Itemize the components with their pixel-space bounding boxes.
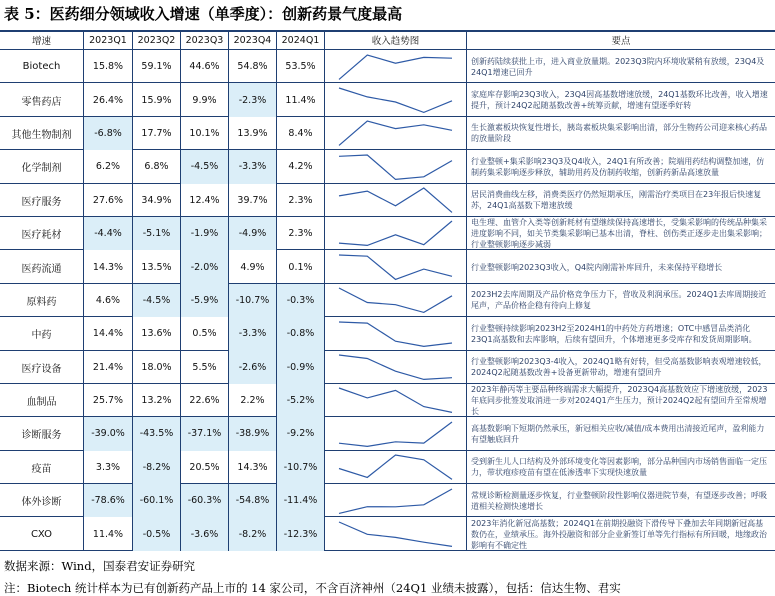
note-text: 常规诊断检测量逐步恢复，行业整顿阶段性影响仪器进院节奏，有望逐步改善；呼吸道相关检测快速增长 bbox=[471, 490, 767, 511]
note-cell bbox=[467, 484, 775, 517]
sector-label: 血制品 bbox=[0, 384, 84, 417]
growth-value: -37.1% bbox=[181, 417, 229, 450]
header-notes: 要点 bbox=[611, 36, 631, 47]
note-text: 行业整顿影响2023Q3-4收入，2024Q1略有好转，但受高基数影响表观增速较低，2024Q2起随基数改善+设备更新带动，增速有望回升 bbox=[471, 357, 767, 378]
growth-value: -12.3% bbox=[277, 517, 325, 550]
trend-sparkline bbox=[325, 418, 466, 450]
source-line: 数据来源：Wind，国泰君安证券研究 bbox=[4, 559, 196, 573]
note-cell bbox=[467, 83, 775, 116]
growth-value: -5.2% bbox=[277, 384, 325, 417]
trend-sparkline-cell bbox=[325, 50, 467, 83]
trend-sparkline bbox=[325, 318, 466, 350]
trend-line bbox=[339, 255, 452, 279]
growth-value: -3.6% bbox=[181, 517, 229, 550]
sector-label: CXO bbox=[0, 517, 84, 550]
trend-sparkline bbox=[325, 384, 466, 416]
note-cell bbox=[467, 417, 775, 450]
table-row bbox=[0, 250, 775, 283]
growth-value: -3.3% bbox=[229, 150, 277, 183]
trend-sparkline-cell bbox=[325, 217, 467, 250]
growth-value: 0.1% bbox=[277, 250, 325, 283]
growth-value: 15.8% bbox=[84, 50, 133, 83]
growth-value: 8.4% bbox=[277, 117, 325, 150]
growth-value: -54.8% bbox=[229, 484, 277, 517]
growth-value: 4.9% bbox=[229, 250, 277, 283]
trend-line bbox=[339, 188, 452, 212]
table-row bbox=[0, 83, 775, 116]
table-row bbox=[0, 184, 775, 217]
growth-value: 3.3% bbox=[84, 451, 133, 484]
growth-value: 4.2% bbox=[277, 150, 325, 183]
sector-label: 零售药店 bbox=[0, 83, 84, 116]
sector-label: 疫苗 bbox=[0, 451, 84, 484]
note-cell bbox=[467, 150, 775, 183]
trend-line bbox=[339, 221, 452, 245]
growth-value: 11.4% bbox=[277, 83, 325, 116]
growth-value: 6.8% bbox=[133, 150, 181, 183]
growth-value: 13.9% bbox=[229, 117, 277, 150]
table-row bbox=[0, 50, 775, 83]
sector-label: 医疗服务 bbox=[0, 184, 84, 217]
growth-value: 17.7% bbox=[133, 117, 181, 150]
growth-value: -11.4% bbox=[277, 484, 325, 517]
trend-sparkline-cell bbox=[325, 351, 467, 384]
note-text: 2023年静丙等主要品种终端需求大幅提升，2023Q4高基数效应下增速放缓，2023年底同步批签发取消进一步对2024Q1产生压力，预计2024Q2起有望回升至常规增长 bbox=[471, 385, 768, 417]
growth-value: 14.3% bbox=[229, 451, 277, 484]
note-text: 创新药陆续获批上市，进入商业放量期。2023Q3院内环境收紧稍有放缓，23Q4及24Q1增速已回升 bbox=[471, 56, 765, 77]
growth-value: 14.3% bbox=[84, 250, 133, 283]
growth-value: -10.7% bbox=[277, 451, 325, 484]
footnote-line: 注：Biotech 统计样本为已有创新药产品上市的 14 家公司，不含百济神州（24Q1 业绩未披露），包括：信达生物、君实 bbox=[4, 581, 621, 595]
header-quarter: 2024Q1 bbox=[277, 30, 325, 50]
trend-sparkline-cell bbox=[325, 384, 467, 417]
sector-label: 中药 bbox=[0, 317, 84, 350]
trend-line bbox=[339, 489, 452, 513]
trend-sparkline bbox=[325, 51, 466, 83]
trend-sparkline bbox=[325, 151, 466, 183]
trend-line bbox=[339, 55, 452, 79]
trend-sparkline-cell bbox=[325, 250, 467, 283]
note-cell bbox=[467, 517, 775, 550]
growth-value: -3.3% bbox=[229, 317, 277, 350]
growth-value: 10.1% bbox=[181, 117, 229, 150]
growth-value: 2.3% bbox=[277, 184, 325, 217]
growth-value: 9.9% bbox=[181, 83, 229, 116]
table-row bbox=[0, 351, 775, 384]
growth-value: 22.6% bbox=[181, 384, 229, 417]
growth-value: 21.4% bbox=[84, 351, 133, 384]
trend-sparkline-cell bbox=[325, 150, 467, 183]
sector-label: 医疗耗材 bbox=[0, 217, 84, 250]
growth-value: 53.5% bbox=[277, 50, 325, 83]
header-quarter: 2023Q2 bbox=[133, 30, 181, 50]
table-row bbox=[0, 284, 775, 317]
trend-sparkline bbox=[325, 184, 466, 216]
table-row bbox=[0, 484, 775, 517]
growth-value: 14.4% bbox=[84, 317, 133, 350]
trend-sparkline bbox=[325, 485, 466, 517]
trend-line bbox=[339, 288, 452, 312]
growth-value: 20.5% bbox=[181, 451, 229, 484]
sector-label: 医药流通 bbox=[0, 250, 84, 283]
header-quarter: 2023Q3 bbox=[181, 30, 229, 50]
header-row bbox=[0, 30, 775, 50]
trend-sparkline bbox=[325, 284, 466, 316]
trend-sparkline-cell bbox=[325, 517, 467, 550]
growth-value: -60.1% bbox=[133, 484, 181, 517]
header-quarter: 2023Q4 bbox=[229, 30, 277, 50]
growth-value: 12.4% bbox=[181, 184, 229, 217]
table-row bbox=[0, 517, 775, 550]
table-row bbox=[0, 451, 775, 484]
note-text: 行业整顿影响2023Q3收入，Q4院内刚需补库回升，未来保持平稳增长 bbox=[471, 262, 723, 272]
growth-value: -2.0% bbox=[181, 250, 229, 283]
note-text: 高基数影响下短期仍然承压，新冠相关应收/减值/成本费用出清接近尾声，盈利能力有望触底回升 bbox=[471, 423, 765, 444]
growth-value: 54.8% bbox=[229, 50, 277, 83]
trend-sparkline bbox=[325, 217, 466, 249]
growth-value: 59.1% bbox=[133, 50, 181, 83]
growth-value: -2.3% bbox=[229, 83, 277, 116]
note-cell bbox=[467, 217, 775, 250]
note-text: 行业整顿+集采影响23Q3及Q4收入，24Q1有所改善；院端用药结构调整加速，仿制药集采影响逐步释放，辅助用药及仿制药收缩，创新药新品高速放量 bbox=[471, 156, 765, 177]
growth-value: -0.5% bbox=[133, 517, 181, 550]
trend-sparkline-cell bbox=[325, 451, 467, 484]
growth-value: -2.6% bbox=[229, 351, 277, 384]
growth-value: -4.5% bbox=[181, 150, 229, 183]
sector-label: 医疗设备 bbox=[0, 351, 84, 384]
trend-sparkline-cell bbox=[325, 117, 467, 150]
note-cell bbox=[467, 184, 775, 217]
trend-line bbox=[339, 121, 452, 145]
sector-label: 体外诊断 bbox=[0, 484, 84, 517]
growth-table bbox=[0, 30, 775, 552]
growth-value: -4.9% bbox=[229, 217, 277, 250]
growth-value: 11.4% bbox=[84, 517, 133, 550]
growth-value: -39.0% bbox=[84, 417, 133, 450]
trend-sparkline bbox=[325, 351, 466, 383]
note-text: 生长激素板块恢复性增长，胰岛素板块集采影响出清，部分生物药公司迎来核心药品的放量阶段 bbox=[471, 123, 767, 144]
note-cell bbox=[467, 284, 775, 317]
note-text: 居民消费曲线左移，消费类医疗仍然短期承压，刚需治疗类项目在23年报后快速复苏，24Q1高基数下增速放缓 bbox=[471, 190, 762, 211]
note-cell bbox=[467, 317, 775, 350]
growth-value: -4.5% bbox=[133, 284, 181, 317]
growth-value: -0.3% bbox=[277, 284, 325, 317]
header-sector: 增速 bbox=[0, 30, 84, 50]
trend-line bbox=[339, 422, 452, 446]
growth-value: -6.8% bbox=[84, 117, 133, 150]
growth-value: 44.6% bbox=[181, 50, 229, 83]
trend-sparkline bbox=[325, 84, 466, 116]
growth-value: 15.9% bbox=[133, 83, 181, 116]
trend-sparkline bbox=[325, 251, 466, 283]
trend-sparkline-cell bbox=[325, 417, 467, 450]
note-cell bbox=[467, 351, 775, 384]
note-text: 电生理、血管介入类等创新耗材有望继续保持高速增长，受集采影响的传统品种集采进度影响不同，如关节类集采影响已基本出清，脊柱、创伤类正逐步走出集采影响；行业整顿影响逐步减弱 bbox=[471, 218, 767, 250]
growth-value: -5.1% bbox=[133, 217, 181, 250]
growth-value: -4.4% bbox=[84, 217, 133, 250]
growth-value: -0.9% bbox=[277, 351, 325, 384]
growth-value: 4.6% bbox=[84, 284, 133, 317]
table-body bbox=[0, 30, 775, 551]
growth-value: -38.9% bbox=[229, 417, 277, 450]
table-row bbox=[0, 217, 775, 250]
sector-label: 其他生物制剂 bbox=[0, 117, 84, 150]
trend-sparkline bbox=[325, 518, 466, 550]
note-cell bbox=[467, 250, 775, 283]
trend-line bbox=[339, 355, 452, 379]
trend-sparkline-cell bbox=[325, 317, 467, 350]
growth-value: 26.4% bbox=[84, 83, 133, 116]
trend-line bbox=[339, 322, 452, 346]
note-cell bbox=[467, 50, 775, 83]
header-quarter: 2023Q1 bbox=[84, 30, 133, 50]
trend-sparkline-cell bbox=[325, 484, 467, 517]
trend-sparkline-cell bbox=[325, 184, 467, 217]
growth-value: 13.6% bbox=[133, 317, 181, 350]
growth-value: 2.2% bbox=[229, 384, 277, 417]
table-row bbox=[0, 317, 775, 350]
note-text: 2023H2去库周期及产品价格竞争压力下，营收及利润承压。2024Q1去库周期接近尾声，产品价格企稳有待向上修复 bbox=[471, 290, 767, 311]
table-row bbox=[0, 417, 775, 450]
growth-value: -60.3% bbox=[181, 484, 229, 517]
growth-value: 34.9% bbox=[133, 184, 181, 217]
sector-label: 化学制剂 bbox=[0, 150, 84, 183]
growth-value: 25.7% bbox=[84, 384, 133, 417]
note-cell bbox=[467, 451, 775, 484]
growth-value: -9.2% bbox=[277, 417, 325, 450]
growth-value: 13.2% bbox=[133, 384, 181, 417]
note-text: 行业整顿持续影响2023H2至2024H1的中药处方药增速；OTC中感冒品类消化23Q1高基数和去库影响，后续有望回升，个体增速更多受库存和发货周期影响。 bbox=[471, 323, 757, 344]
page-title: 表 5：医药细分领域收入增速（单季度）：创新药景气度最高 bbox=[4, 5, 403, 23]
trend-sparkline bbox=[325, 117, 466, 149]
growth-value: -8.2% bbox=[229, 517, 277, 550]
note-text: 家庭库存影响23Q3收入，23Q4因高基数增速放缓，24Q1基数环比改善，收入增速提升，预计24Q2起随基数改善+统筹贡献，增速有望逐季好转 bbox=[471, 90, 768, 111]
trend-line bbox=[339, 455, 452, 479]
growth-value: 39.7% bbox=[229, 184, 277, 217]
growth-value: 27.6% bbox=[84, 184, 133, 217]
header-trend: 收入趋势图 bbox=[325, 30, 467, 50]
growth-value: 13.5% bbox=[133, 250, 181, 283]
growth-value: -43.5% bbox=[133, 417, 181, 450]
trend-sparkline-cell bbox=[325, 83, 467, 116]
table-row bbox=[0, 150, 775, 183]
note-text: 受到新生儿人口结构及外部环境变化等因素影响，部分品种国内市场销售面临一定压力，带状疱疹疫苗有望在低渗透率下实现快速放量 bbox=[471, 457, 767, 478]
note-cell bbox=[467, 117, 775, 150]
trend-sparkline-cell bbox=[325, 284, 467, 317]
sector-label: 原料药 bbox=[0, 284, 84, 317]
growth-value: 6.2% bbox=[84, 150, 133, 183]
growth-value: -0.8% bbox=[277, 317, 325, 350]
note-text: 2023年消化新冠高基数；2024Q1在前期投融资下滑传导下叠加去年同期新冠高基数仍在，业绩承压。海外投融资和部分企业新签订单等先行指标有所回暖，地缘政治影响有不确定性 bbox=[471, 518, 767, 550]
table-row bbox=[0, 384, 775, 417]
trend-line bbox=[339, 88, 452, 112]
growth-value: 18.0% bbox=[133, 351, 181, 384]
growth-value: 0.5% bbox=[181, 317, 229, 350]
growth-value: -8.2% bbox=[133, 451, 181, 484]
growth-value: -78.6% bbox=[84, 484, 133, 517]
sector-label: 诊断服务 bbox=[0, 417, 84, 450]
trend-line bbox=[339, 522, 452, 546]
growth-value: 5.5% bbox=[181, 351, 229, 384]
table-row bbox=[0, 117, 775, 150]
growth-value: -1.9% bbox=[181, 217, 229, 250]
trend-sparkline bbox=[325, 451, 466, 483]
trend-line bbox=[339, 155, 452, 179]
trend-line bbox=[339, 388, 452, 412]
note-cell bbox=[467, 384, 775, 417]
sector-label: Biotech bbox=[0, 50, 84, 83]
growth-value: 2.3% bbox=[277, 217, 325, 250]
growth-value: -10.7% bbox=[229, 284, 277, 317]
growth-value: -5.9% bbox=[181, 284, 229, 317]
